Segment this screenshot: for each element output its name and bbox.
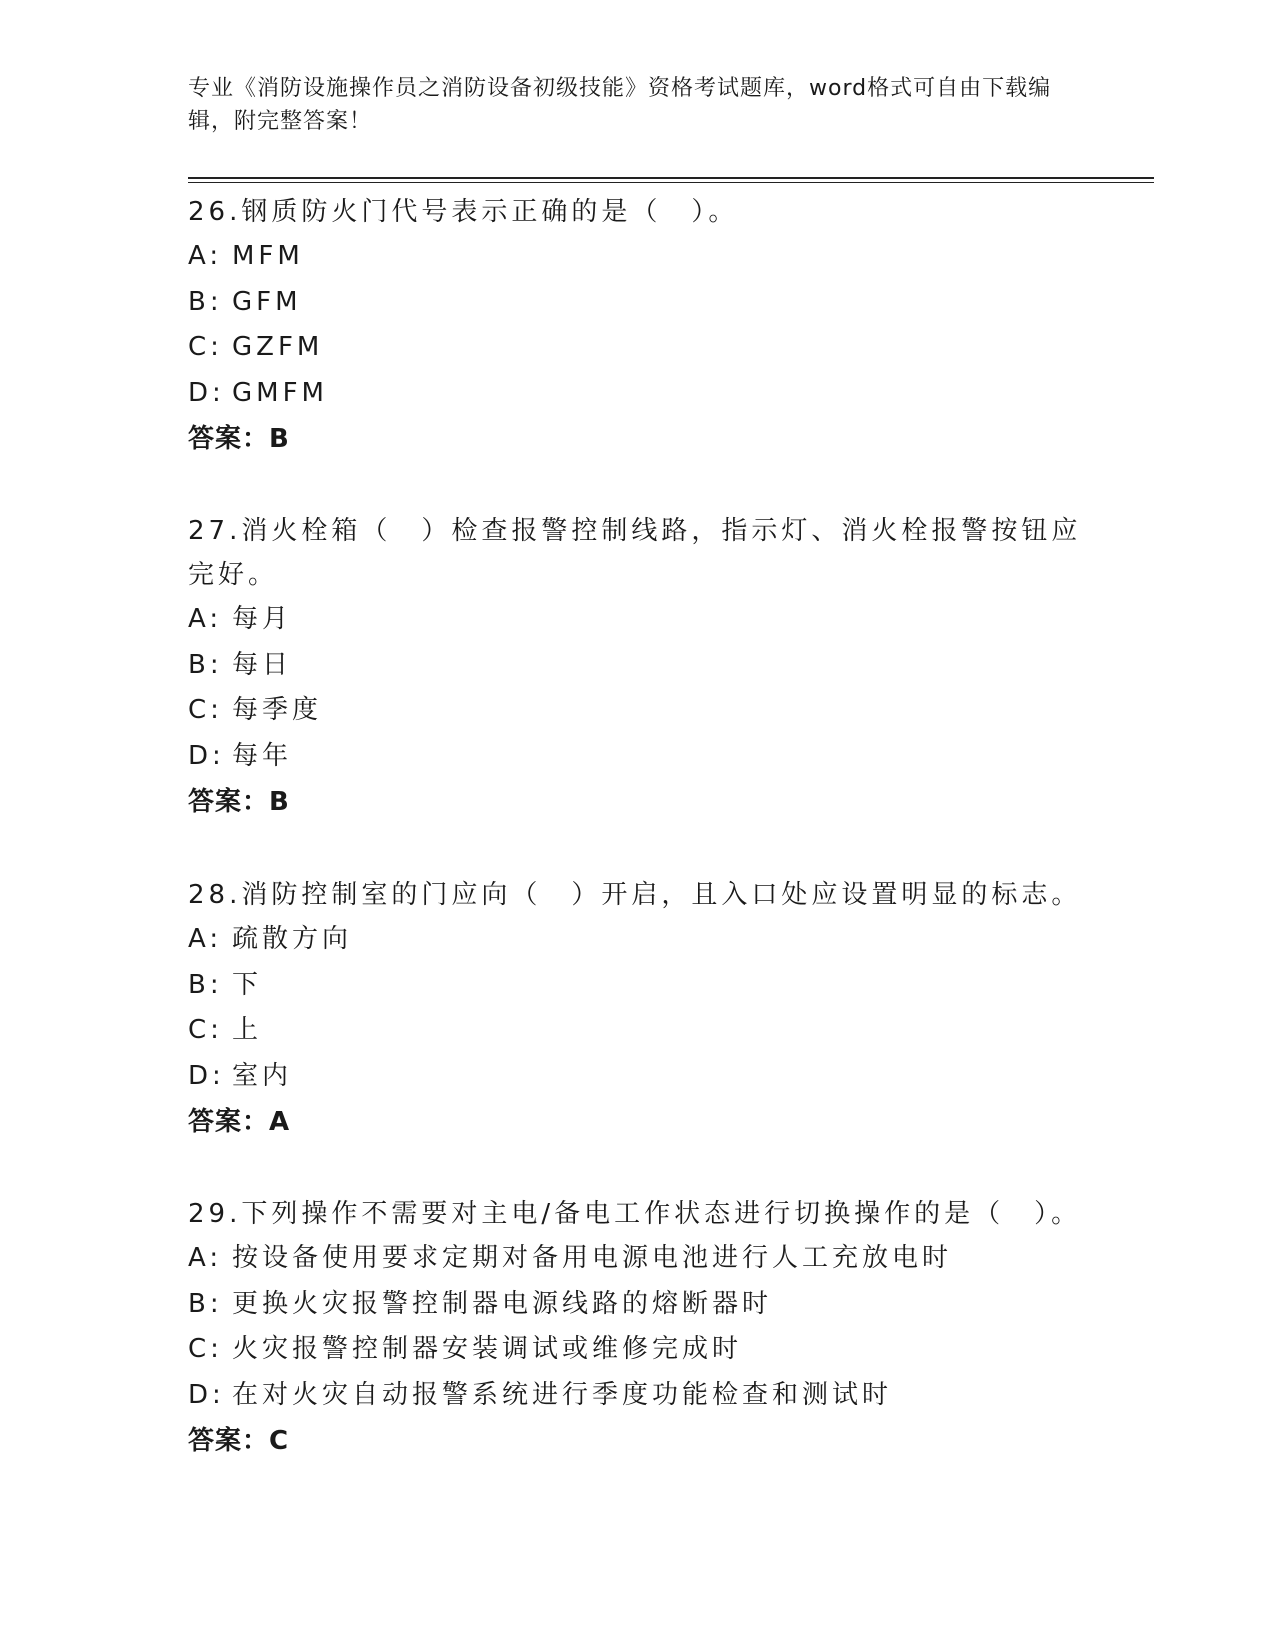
option-key: A: <box>188 924 223 954</box>
question-26 <box>188 190 1088 462</box>
option-key: C: <box>188 332 223 362</box>
option-b <box>188 643 1088 689</box>
option-key: D: <box>188 740 225 771</box>
option-b <box>188 963 1088 1009</box>
option-text: 室内 <box>232 1060 293 1091</box>
option-text: 下 <box>232 969 263 1000</box>
answer: 答案：A <box>188 1107 291 1137</box>
option-key: D: <box>188 1060 225 1091</box>
option-a <box>188 234 1088 280</box>
option-text: 每日 <box>232 649 293 680</box>
answer: 答案：B <box>188 424 290 454</box>
option-key: B: <box>188 969 223 1000</box>
question-title: 28.消防控制室的门应向（ ）开启，且入口处应设置明显的标志。 <box>188 880 1082 910</box>
question-title: 26.钢质防火门代号表示正确的是（ ）。 <box>188 197 739 227</box>
option-key: B: <box>188 649 223 680</box>
option-text: 按设备使用要求定期对备用电源电池进行人工充放电时 <box>232 1243 953 1273</box>
header-divider-thin <box>188 182 1154 183</box>
option-b <box>188 280 1088 326</box>
option-text: 在对火灾自动报警系统进行季度功能检查和测试时 <box>232 1379 893 1410</box>
question-28 <box>188 873 1088 1145</box>
option-d <box>188 371 1088 417</box>
option-text: 疏散方向 <box>232 924 353 954</box>
option-key: C: <box>188 695 223 725</box>
question-title: 27.消火栓箱（ ）检查报警控制线路，指示灯、消火栓报警按钮应完好。 <box>188 516 1082 590</box>
option-d <box>188 1054 1088 1100</box>
option-key: C: <box>188 1334 223 1364</box>
option-text: MFM <box>232 241 304 271</box>
option-text: 上 <box>232 1015 263 1045</box>
option-text: 火灾报警控制器安装调试或维修完成时 <box>232 1334 743 1364</box>
option-text: GMFM <box>232 377 328 408</box>
option-key: D: <box>188 1379 225 1410</box>
option-a <box>188 1236 1088 1282</box>
option-key: A: <box>188 604 223 634</box>
option-key: A: <box>188 241 223 271</box>
option-a <box>188 917 1088 963</box>
option-key: B: <box>188 1288 223 1319</box>
option-key: A: <box>188 1243 223 1273</box>
question-29 <box>188 1192 1088 1464</box>
option-key: D: <box>188 377 225 408</box>
option-d <box>188 734 1088 780</box>
option-text: GFM <box>232 286 302 317</box>
answer: 答案：C <box>188 1426 290 1456</box>
answer: 答案：B <box>188 787 290 817</box>
option-text: 更换火灾报警控制器电源线路的熔断器时 <box>232 1288 773 1319</box>
option-d <box>188 1373 1088 1419</box>
option-key: C: <box>188 1015 223 1045</box>
option-text: GZFM <box>232 332 324 362</box>
header-divider-thick <box>188 177 1154 179</box>
option-b <box>188 1282 1088 1328</box>
option-c <box>188 1008 1088 1054</box>
question-27 <box>188 509 1088 825</box>
option-text: 每年 <box>232 740 293 771</box>
option-c <box>188 325 1088 371</box>
option-text: 每月 <box>232 604 293 634</box>
option-text: 每季度 <box>232 695 323 725</box>
option-key: B: <box>188 286 223 317</box>
option-c <box>188 1327 1088 1373</box>
option-a <box>188 597 1088 643</box>
question-title: 29.下列操作不需要对主电/备电工作状态进行切换操作的是（ ）。 <box>188 1199 1082 1229</box>
option-c <box>188 688 1088 734</box>
document-header: 专业《消防设施操作员之消防设备初级技能》资格考试题库，word格式可自由下载编辑，附完整答案！ <box>188 76 1052 134</box>
